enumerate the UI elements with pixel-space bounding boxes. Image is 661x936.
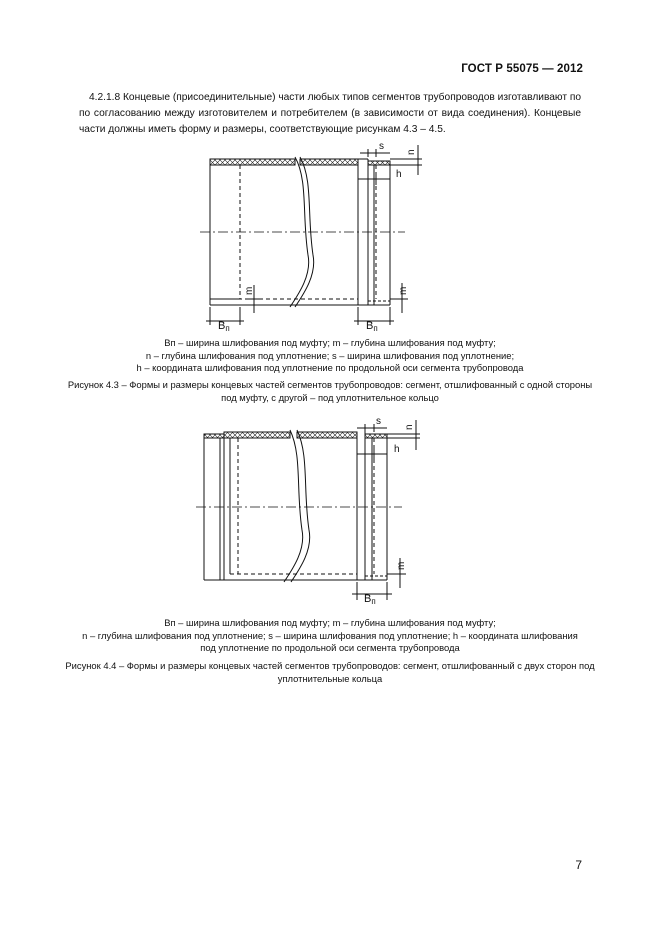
figure-4-3-drawing	[190, 135, 440, 335]
seal-groove-left	[204, 434, 224, 438]
seal-groove-top	[365, 434, 387, 438]
figure-4-3-caption: Рисунок 4.3 – Формы и размеры концевых частей сегментов трубопроводов: сегмент, отшлифованный с одной стороны под муфту, с другой – под уплотнительное кольцо	[67, 379, 593, 403]
page-number: 7	[575, 858, 582, 872]
clause-paragraph	[79, 90, 581, 138]
seal-groove-top	[368, 161, 390, 165]
legend-line: h – координата шлифования под уплотнение по продольной оси сегмента трубопровода	[136, 362, 524, 373]
legend-line: n – глубина шлифования под уплотнение; s – ширина шлифования под уплотнение; h – координата шлифования	[82, 629, 578, 641]
figure-4-4-legend	[40, 617, 620, 655]
label-m-right: m	[398, 286, 409, 295]
legend-line: Bп – ширина шлифования под муфту; m – глубина шлифования под муфту;	[164, 337, 496, 348]
label-bn-left: Bп	[218, 320, 230, 333]
label-n: n	[406, 149, 417, 155]
pipe-wall-top-left	[224, 432, 290, 438]
pipe-wall-top-right	[300, 159, 358, 165]
label-m: m	[396, 561, 407, 570]
label-n: n	[404, 424, 415, 430]
label-bn-right: Bп	[366, 320, 378, 333]
label-bn: Bп	[364, 593, 376, 606]
label-m-left: m	[244, 286, 255, 295]
label-s: s	[379, 141, 384, 152]
clause-text: 4.2.1.8 Концевые (присоединительные) части любых типов сегментов трубопроводов изготавливают по по согласованию между изготовителем и потребителем (в зависимости от вида соединения). Концевые части должны иметь форму и размеры, соответствующие рисункам 4.3 – 4.5.	[79, 92, 582, 135]
pipe-wall-top-right	[297, 432, 357, 438]
document-header: ГОСТ Р 55075 — 2012	[461, 63, 583, 75]
figure-4-4-drawing	[190, 410, 440, 610]
label-h: h	[396, 169, 402, 180]
figure-4-3-legend	[40, 337, 620, 375]
label-h: h	[394, 444, 400, 455]
legend-line: n – глубина шлифования под уплотнение; s – ширина шлифования под уплотнение;	[145, 349, 515, 361]
legend-line: Bп – ширина шлифования под муфту; m – глубина шлифования под муфту;	[164, 617, 496, 628]
label-s: s	[376, 416, 381, 427]
figure-4-4-caption: Рисунок 4.4 – Формы и размеры концевых частей сегментов трубопроводов: сегмент, отшлифованный с двух сторон под уплотнительные кольца	[65, 660, 595, 684]
legend-line: под уплотнение по продольной оси сегмента трубопровода	[200, 642, 460, 653]
pipe-wall-top-left	[210, 159, 295, 165]
